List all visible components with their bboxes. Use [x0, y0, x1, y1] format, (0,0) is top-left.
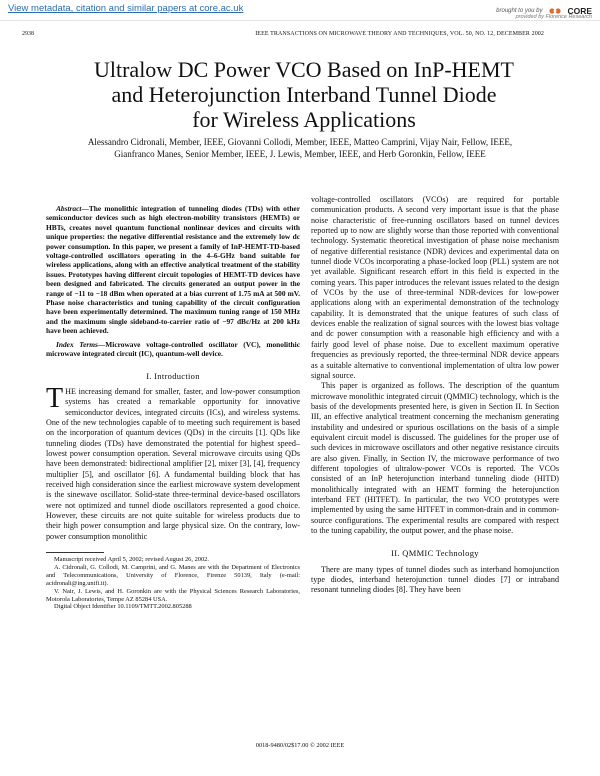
- footnote-divider: [46, 552, 104, 553]
- core-metadata-link[interactable]: View metadata, citation and similar papers at core.ac.uk: [8, 3, 244, 14]
- title-line-2: and Heterojunction Interband Tunnel Diode: [111, 82, 497, 107]
- right-paragraph-2: This paper is organized as follows. The description of the quantum microwave monolithic integrated circuit (QMMIC) technology, which is the basis of the developments presented here, is given in Section II. In Section III, an effective analytical treatment concerning the mechanism generating instability and undesired or spurious oscillations on the basis of a simple equivalent circuit model is discussed. The guidelines for the proper use of such devices in microwave oscillators and other negative resistance circuits are also given. Finally, in Section IV, the microwave performance of two different topologies of ultralow-power VCOs is reported. The VCOs consisted of an InP heterojunction interband tunneling diode (HITD) monolithically integrated with an HEMT forming the heterojunction interband FET (HITFET). In particular, the two VCO prototypes were implemented by using the same HITFET in common-drain and in common-source configurations. The experimental results are compared with respect to the tuning capability, the output power, and the phase noise.: [311, 381, 559, 535]
- index-terms: [46, 340, 300, 359]
- index-terms-label: Index Terms—: [56, 339, 106, 349]
- abstract: [46, 204, 300, 336]
- paper-title: [40, 57, 568, 132]
- core-brand-name: CORE: [567, 5, 592, 16]
- core-banner: [0, 0, 600, 21]
- intro-text: HE increasing demand for smaller, faster, and low-power consumption systems has created a remarkable opportunity for innovative semiconductor devices, integrated circuits (ICs), and wireless systems. One of the new technologies capable of to meeting such requirement is based on the incorporation of quantum devices (QDs) in the circuits [1]. QDs like tunneling diodes (TDs) have demonstrated the potential for highest speed–lowest power consumption operation. Several microwave circuits using QDs have been demonstrated: bidirectional amplifier [2], mixer [3], [4], frequency multiplier [5], and oscillator [6]. A fundamental building block that has received high consideration since the earliest microwave system development is the sinewave oscillator. Solid-state three-terminal device-based oscillators were not optimized and tunnel diode oscillators represented a good choice. However, these circuits are not quite suitable for wireless products due to their high power consumption and large physical size. On the contrary, low-power consumption monolithic: [46, 386, 300, 541]
- right-paragraph-3: There are many types of tunnel diodes such as interband homojunction type diodes, interband heterojunction tunnel diodes [7] or intraband resonant tunneling diodes [8]. They have been: [311, 564, 559, 595]
- copyright-footer: 0018-9480/02$17.00 © 2002 IEEE: [255, 742, 345, 749]
- abstract-text: The monolithic integration of tunneling diodes (TDs) with other semiconductor devices such as high electron-mobility transistors (HEMTs) or HBTs, creates novel quantum functional nonlinear devices and circuits with unique properties: the negative differential resistance and the extremely low dc power consumption. In this paper, we present a family of InP-HEMT-TD-based voltage-controlled oscillators operating in the 4–6-GHz band suitable for wireless applications, along with an effective analytical treatment of the stability issues. Prototypes having different circuit topologies of HEMT-TD devices have been designed and fabricated. The circuits generated an output power in the range of −11 to −18 dBm when operated at a bias current of 1.75 mA at 500 mV. Phase noise characteristics and tuning capability of the circuit configuration have been experimentally determined. The maximum tuning range of 150 MHz and the maximum single sideband-to-carrier ratio of −97 dBc/Hz at 200 kHz have been achieved.: [46, 204, 300, 336]
- section-heading-qmmic: II. QMMIC Technology: [391, 548, 479, 559]
- drop-cap: T: [46, 382, 64, 414]
- page-number: 2938: [22, 31, 34, 37]
- section-heading-introduction: I. Introduction: [146, 370, 200, 381]
- footnote-received: Manuscript received April 5, 2002; revised August 26, 2002.: [54, 556, 209, 563]
- authors-line-1: Alessandro Cidronali, Member, IEEE, Giovanni Collodi, Member, IEEE, Matteo Camprini, Vijay Nair, Fellow, IEEE,: [87, 137, 513, 147]
- provided-by-label: provided by Florence Research: [515, 14, 592, 20]
- intro-paragraph: [46, 382, 300, 542]
- right-paragraph-1: voltage-controlled oscillators (VCOs) are required for portable communication products. A second very important issue is that the phase noise characteristic of free-running oscillators based on tunnel devices reported up to now are slightly worse than those reported with conventional technology. Systematic theoretical investigation of phase noise mechanism of negative differential resistance (NDR) devices and experimental data on tunnel diode VCOs incorporating a phase-locked loop (PLL) system are not yet available. Significant research effort in this field is expected in the coming years. This paper introduces the relevant issues related to the design of VCOs by the use of three-terminal NDR-devices for low-power applications along with an experimental demonstration of the technology capability. It is demonstrated that the unique features of such class of devices enable the realization of signal sources with the lowest bias voltage and dc power consumption with a reasonable high efficiency and with a fairly good level of phase noise. Due to excellent maximum operative frequencies as previously reported, the three-terminal NDR device appears as a suitable alternative to conventional implementation of ultra low power signal source.: [311, 195, 559, 380]
- footnote-affiliation-2: V. Nair, J. Lewis, and H. Goronkin are with the Physical Sciences Research Laboratories, Motorola Laboratories, Tempe AZ 85284 USA.: [46, 587, 300, 603]
- footnote-doi: Digital Object Identifier 10.1109/TMTT.2002.805288: [54, 603, 192, 611]
- title-line-3: for Wireless Applications: [192, 107, 416, 132]
- footnote-affiliation-1: A. Cidronali, G. Collodi, M. Camprini, and G. Manes are with the Department of Electronics and Telecommunications, University of Florence, Firenze 50139, Italy (e-mail: acidronali@ing.unifi.it).: [46, 563, 300, 587]
- left-column: [46, 204, 300, 611]
- right-column: [311, 195, 559, 596]
- abstract-label: Abstract—: [56, 204, 89, 213]
- title-line-1: Ultralow DC Power VCO Based on InP-HEMT: [93, 57, 514, 82]
- journal-header: IEEE TRANSACTIONS ON MICROWAVE THEORY AND TECHNIQUES, VOL. 50, NO. 12, DECEMBER 2002: [255, 31, 544, 37]
- brought-to-you-label: brought to you by: [496, 7, 543, 14]
- authors-line-2: Gianfranco Manes, Senior Member, IEEE, J. Lewis, Member, IEEE, and Herb Goronkin, Fellow, IEEE: [114, 148, 486, 159]
- index-terms-text: Microwave voltage-controlled oscillator (VC), monolithic microwave integrated circuit (IC), quantum-well device.: [46, 339, 300, 359]
- running-header: [22, 31, 544, 41]
- author-list: [24, 137, 576, 160]
